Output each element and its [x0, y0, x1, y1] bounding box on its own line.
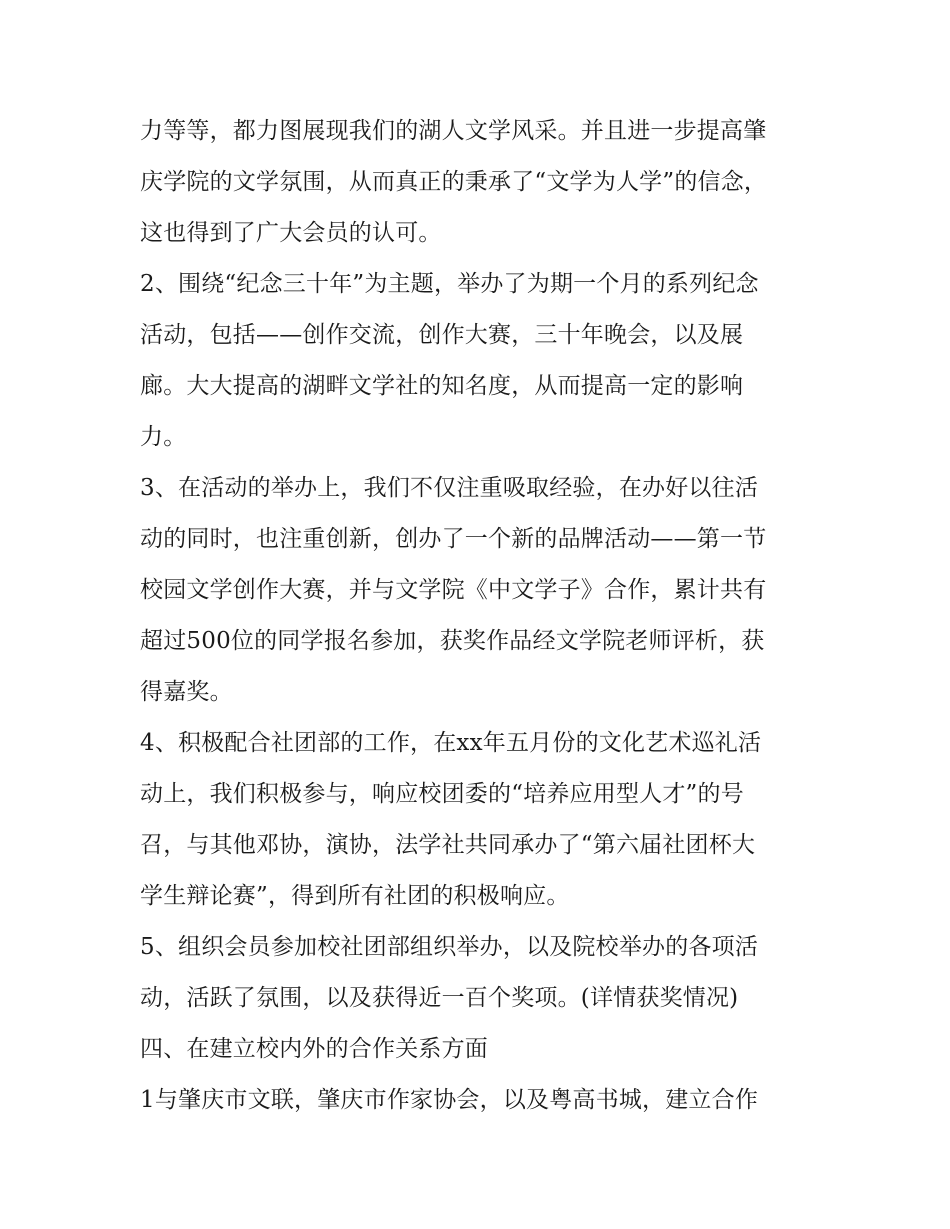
- text-line: 这也得到了广大会员的认可。: [140, 220, 442, 246]
- text-line: 超过500位的同学报名参加，获奖作品经文学院老师评析，获: [140, 628, 765, 654]
- text-line: 活动，包括——创作交流，创作大赛，三十年晚会，以及展: [140, 322, 744, 348]
- document-body: [140, 106, 820, 1126]
- text-line: 动，活跃了氛围，以及获得近一百个奖项。(详情获奖情况): [140, 985, 739, 1011]
- text-line: 召，与其他邓协，演协，法学社共同承办了“第六届社团杯大: [140, 832, 756, 858]
- text-line: 廊。大大提高的湖畔文学社的知名度，从而提高一定的影响: [140, 373, 744, 399]
- text-line: 5、组织会员参加校社团部组织举办，以及院校举办的各项活: [140, 934, 759, 960]
- text-line: 2、围绕“纪念三十年”为主题，举办了为期一个月的系列纪念: [140, 271, 759, 297]
- text-line: 力等等，都力图展现我们的湖人文学风采。并且进一步提高肇: [140, 118, 767, 144]
- text-line: 学生辩论赛”，得到所有社团的积极响应。: [140, 883, 570, 909]
- text-line: 动的同时，也注重创新，创办了一个新的品牌活动——第一节: [140, 526, 767, 552]
- text-line: 得嘉奖。: [140, 679, 233, 705]
- text-line: 庆学院的文学氛围，从而真正的秉承了“文学为人学”的信念，: [140, 169, 768, 195]
- text-line: 力。: [140, 424, 187, 450]
- text-line: 4、积极配合社团部的工作，在xx年五月份的文化艺术巡礼活: [140, 730, 762, 756]
- text-line: 1与肇庆市文联，肇庆市作家协会，以及粤高书城，建立合作: [140, 1087, 759, 1113]
- text-line: 动上，我们积极参与，响应校团委的“培养应用型人才”的号: [140, 781, 744, 807]
- section-heading: 四、在建立校内外的合作关系方面: [140, 1036, 488, 1062]
- text-line: 3、在活动的举办上，我们不仅注重吸取经验，在办好以往活: [140, 475, 759, 501]
- text-line: 校园文学创作大赛，并与文学院《中文学子》合作，累计共有: [140, 577, 767, 603]
